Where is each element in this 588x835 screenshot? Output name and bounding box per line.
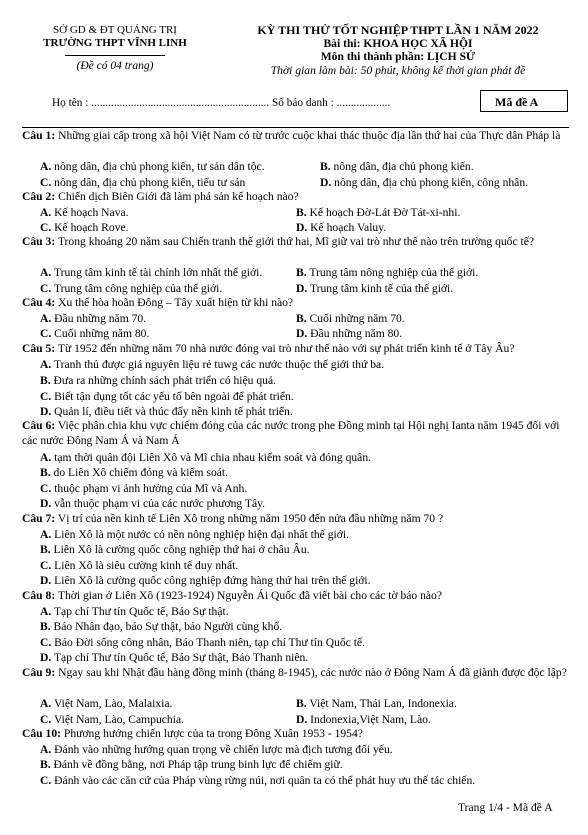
option-text: Đầu những năm 70. xyxy=(51,312,147,325)
option-4c[interactable] xyxy=(40,327,149,342)
option-text: Cuối những năm 80. xyxy=(51,327,150,340)
question-text: Phương hướng chiến lược của ta trong Đông Xuân 1953 - 1954? xyxy=(60,727,363,740)
option-key: A. xyxy=(40,451,52,464)
question-7 xyxy=(22,512,570,527)
option-key: C. xyxy=(40,327,52,340)
option-key: C. xyxy=(40,482,52,495)
option-7d[interactable] xyxy=(40,574,371,589)
option-3a[interactable] xyxy=(40,266,262,281)
question-text: Từ 1952 đến những năm 70 nhà nước đóng vai trò như thế nào với sự phát triển kinh tế ở Tây Âu? xyxy=(55,342,515,355)
option-text: Việt Nam, Lào, Campuchia. xyxy=(51,713,184,726)
option-key: C. xyxy=(40,774,52,787)
option-text: Kế hoạch Valuy. xyxy=(307,221,387,234)
option-key: C. xyxy=(40,221,52,234)
question-3 xyxy=(22,235,570,250)
question-text: Thời gian ở Liên Xô (1923-1924) Nguyễn Ái Quốc đã viết bài cho các tờ báo nào? xyxy=(55,589,443,602)
question-number: Câu 8: xyxy=(22,589,56,602)
option-9b[interactable] xyxy=(296,697,457,712)
option-2a[interactable] xyxy=(40,206,129,221)
question-5 xyxy=(22,342,570,357)
option-6a[interactable] xyxy=(40,451,371,466)
question-number: Câu 4: xyxy=(22,296,56,309)
option-text: Trung tâm kinh tế của thế giới. xyxy=(307,282,454,295)
option-key: D. xyxy=(296,221,308,234)
option-8a[interactable] xyxy=(40,605,229,620)
exam-code-box: Mã đề A xyxy=(480,90,568,112)
question-text: Trong khoảng 20 năm sau Chiến tranh thế giới thứ hai, Mĩ giữ vai trò như thế nào trên trường quốc tế? xyxy=(55,235,535,248)
option-key: C. xyxy=(40,713,52,726)
option-text: Trung tâm công nghiệp của thế giới. xyxy=(51,282,223,295)
option-key: B. xyxy=(296,266,307,279)
header-divider xyxy=(65,55,165,56)
option-key: D. xyxy=(40,651,52,664)
option-9d[interactable] xyxy=(296,713,431,728)
option-key: C. xyxy=(40,390,52,403)
option-text: Việt Nam, Lào, Malaixia. xyxy=(51,697,173,710)
option-2b[interactable] xyxy=(296,206,460,221)
question-number: Câu 9: xyxy=(22,666,56,679)
option-9c[interactable] xyxy=(40,713,184,728)
option-key: D. xyxy=(40,574,52,587)
option-text: Liên Xô là cường quốc công nghiệp đứng hàng thứ hai trên thế giới. xyxy=(51,574,371,587)
option-text: Trung tâm nông nghiệp của thế giới. xyxy=(306,266,479,279)
option-7c[interactable] xyxy=(40,559,238,574)
option-text: nông dân, địa chủ phong kiến. xyxy=(330,160,474,173)
option-key: D. xyxy=(320,176,332,189)
exam-component: Môn thi thành phần: LỊCH SỬ xyxy=(320,50,476,64)
page-count-note: (Đề có 04 trang) xyxy=(76,60,154,72)
option-5b[interactable] xyxy=(40,374,276,389)
option-6c[interactable] xyxy=(40,482,247,497)
option-text: Kế hoạch Rove. xyxy=(51,221,129,234)
option-9a[interactable] xyxy=(40,697,172,712)
question-9 xyxy=(22,666,570,681)
option-key: A. xyxy=(40,266,52,279)
exam-subject: Bài thi: KHOA HỌC XÃ HỘI xyxy=(323,37,473,51)
question-number: Câu 3: xyxy=(22,235,56,248)
option-2c[interactable] xyxy=(40,221,129,236)
option-10a[interactable] xyxy=(40,743,393,758)
option-8d[interactable] xyxy=(40,651,308,666)
question-number: Câu 1: xyxy=(22,129,56,142)
department-name: SỞ GD & ĐT QUẢNG TRỊ xyxy=(53,24,177,36)
option-key: A. xyxy=(40,160,52,173)
option-key: C. xyxy=(40,282,52,295)
option-7a[interactable] xyxy=(40,528,349,543)
question-6 xyxy=(22,419,570,448)
option-text: Quản lí, điều tiết và thúc đẩy nền kinh tế phát triển. xyxy=(51,405,293,418)
question-number: Câu 10: xyxy=(22,727,61,740)
option-text: nông dân, địa chủ phong kiến, công nhân. xyxy=(331,176,529,189)
option-3b[interactable] xyxy=(296,266,478,281)
option-text: vẫn thuộc phạm vi của các nước phương Tây. xyxy=(51,497,266,510)
option-8b[interactable] xyxy=(40,620,282,635)
option-3d[interactable] xyxy=(296,282,453,297)
option-text: Indonexia,Việt Nam, Lào. xyxy=(307,713,431,726)
question-number: Câu 2: xyxy=(22,190,56,203)
option-6d[interactable] xyxy=(40,497,265,512)
option-10c[interactable] xyxy=(40,774,475,789)
option-5c[interactable] xyxy=(40,390,294,405)
option-key: D. xyxy=(40,497,52,510)
question-10 xyxy=(22,727,570,742)
option-text: Trung tâm kinh tế tài chính lớn nhất thế giới. xyxy=(51,266,263,279)
option-text: nông dân, địa chủ phong kiến, tiểu tư sản xyxy=(51,176,246,189)
question-number: Câu 6: xyxy=(22,419,56,432)
option-key: A. xyxy=(40,697,52,710)
option-text: Đánh vào các căn cứ của Pháp vùng rừng núi, nơi quân ta có thể phát huy ưu thế tác chiến. xyxy=(51,774,476,787)
option-text: Cuối những năm 70. xyxy=(306,312,405,325)
option-1a[interactable] xyxy=(40,160,265,175)
option-text: Tạp chí Thư tín Quốc tế, Báo Sự thật. xyxy=(51,605,229,618)
question-1 xyxy=(22,129,570,144)
option-key: A. xyxy=(40,743,52,756)
exam-title: KỲ THI THỬ TỐT NGHIỆP THPT LẦN 1 NĂM 2022 xyxy=(257,23,539,37)
option-text: do Liên Xô chiếm đóng và kiểm soát. xyxy=(50,466,229,479)
option-1c[interactable] xyxy=(40,176,245,191)
option-text: Việt Nam, Thái Lan, Indonexia. xyxy=(306,697,457,710)
school-name: TRƯỜNG THPT VĨNH LINH xyxy=(43,37,187,49)
question-text: Chiến dịch Biên Giới đã làm phá sản kế hoạch nào? xyxy=(55,190,299,203)
option-text: Đánh về đồng bằng, nơi Pháp tập trung binh lực để chiếm giữ. xyxy=(50,758,343,771)
option-6b[interactable] xyxy=(40,466,228,481)
header-left xyxy=(30,24,200,73)
candidate-info-line: Họ tên : ............................................................... Số báo danh : ................... xyxy=(52,97,391,109)
option-text: Tạp chí Thư tín Quốc tế, Báo Sự thật, Báo Thanh niên. xyxy=(51,651,309,664)
question-text: Vị trí của nền kinh tế Liên Xô trong những năm 1950 đến nửa đầu những năm 70 ? xyxy=(55,512,444,525)
question-text: Xu thế hòa hoãn Đông – Tây xuất hiện từ khi nào? xyxy=(55,296,294,309)
question-number: Câu 5: xyxy=(22,342,56,355)
option-key: A. xyxy=(40,206,52,219)
option-3c[interactable] xyxy=(40,282,222,297)
option-key: B. xyxy=(296,697,307,710)
option-text: Báo Nhân đạo, báo Sự thật, báo Người cùng khổ. xyxy=(50,620,283,633)
option-key: A. xyxy=(40,312,52,325)
option-text: Đầu những năm 80. xyxy=(307,327,403,340)
option-key: B. xyxy=(296,312,307,325)
option-key: A. xyxy=(40,358,52,371)
option-2d[interactable] xyxy=(296,221,386,236)
option-text: nông dân, địa chủ phong kiến, tư sản dân tộc. xyxy=(51,160,265,173)
option-text: thuộc phạm vi ảnh hưởng của Mĩ và Anh. xyxy=(51,482,248,495)
option-text: Liên Xô là cường quốc công nghiệp thứ hai ở châu Âu. xyxy=(50,543,310,556)
option-4b[interactable] xyxy=(296,312,405,327)
option-key: A. xyxy=(40,528,52,541)
option-text: Biết tận dụng tốt các yếu tố bên ngoài để phát triển. xyxy=(51,390,294,403)
option-key: A. xyxy=(40,605,52,618)
option-key: B. xyxy=(40,374,51,387)
option-text: Báo Đời sống công nhân, Báo Thanh niên, tạp chí Thư tín Quốc tế. xyxy=(51,636,365,649)
option-5a[interactable] xyxy=(40,358,384,373)
option-1b[interactable] xyxy=(320,160,474,175)
option-text: Liên Xô là một nước có nền nông nghiệp hiện đại nhất thế giới. xyxy=(51,528,349,541)
option-text: Đưa ra những chính sách phát triển có hiệu quả. xyxy=(50,374,277,387)
option-7b[interactable] xyxy=(40,543,310,558)
option-key: C. xyxy=(40,636,52,649)
option-key: B. xyxy=(40,620,51,633)
exam-time: Thời gian làm bài: 50 phút, không kể thời gian phát đề xyxy=(270,63,526,77)
option-5d[interactable] xyxy=(40,405,293,420)
question-text: Việc phân chia khu vực chiếm đóng của các nước trong phe Đồng minh tại Hội nghị Ianta năm 1945 đối với các nước Đông Nam Á và Nam Á xyxy=(22,419,560,447)
option-key: B. xyxy=(40,758,51,771)
question-4 xyxy=(22,296,570,311)
option-key: B. xyxy=(320,160,331,173)
option-key: D. xyxy=(296,327,308,340)
page-footer: Trang 1/4 - Mã đề A xyxy=(458,801,553,814)
option-key: D. xyxy=(40,405,52,418)
option-text: Đánh vào những hướng quan trọng về chiến lược mà địch tương đối yếu. xyxy=(51,743,393,756)
question-8 xyxy=(22,589,570,604)
option-key: B. xyxy=(40,543,51,556)
question-text: Những giai cấp trong xã hội Việt Nam có từ trước cuộc khai thác thuộc địa lần thứ hai của Thực dân Pháp là xyxy=(55,129,561,142)
option-key: D. xyxy=(296,282,308,295)
option-text: Kế hoạch Đờ-Lát Đờ Tát-xi-nhi. xyxy=(306,206,461,219)
question-text: Ngay sau khi Nhật đầu hàng đồng minh (tháng 8-1945), các nước nào ở Đông Nam Á đã giành được độc lập? xyxy=(55,666,567,679)
option-key: B. xyxy=(296,206,307,219)
option-key: B. xyxy=(40,466,51,479)
option-1d[interactable] xyxy=(320,176,528,191)
option-key: D. xyxy=(296,713,308,726)
option-text: tạm thời quân đội Liên Xô và Mĩ chia nhau kiểm soát và đóng quân. xyxy=(51,451,372,464)
question-2 xyxy=(22,190,570,205)
option-8c[interactable] xyxy=(40,636,365,651)
header-right xyxy=(218,24,578,77)
option-text: Liên Xô là siêu cường kinh tế duy nhất. xyxy=(51,559,239,572)
option-key: C. xyxy=(40,176,52,189)
option-4a[interactable] xyxy=(40,312,146,327)
option-key: C. xyxy=(40,559,52,572)
option-10b[interactable] xyxy=(40,758,343,773)
question-number: Câu 7: xyxy=(22,512,56,525)
option-text: Kế hoạch Nava. xyxy=(51,206,129,219)
option-text: Tranh thủ được giá nguyên liệu rẻ tuwg các nước thuộc thế giới thứ ba. xyxy=(51,358,385,371)
header-rule xyxy=(22,127,569,128)
option-4d[interactable] xyxy=(296,327,402,342)
